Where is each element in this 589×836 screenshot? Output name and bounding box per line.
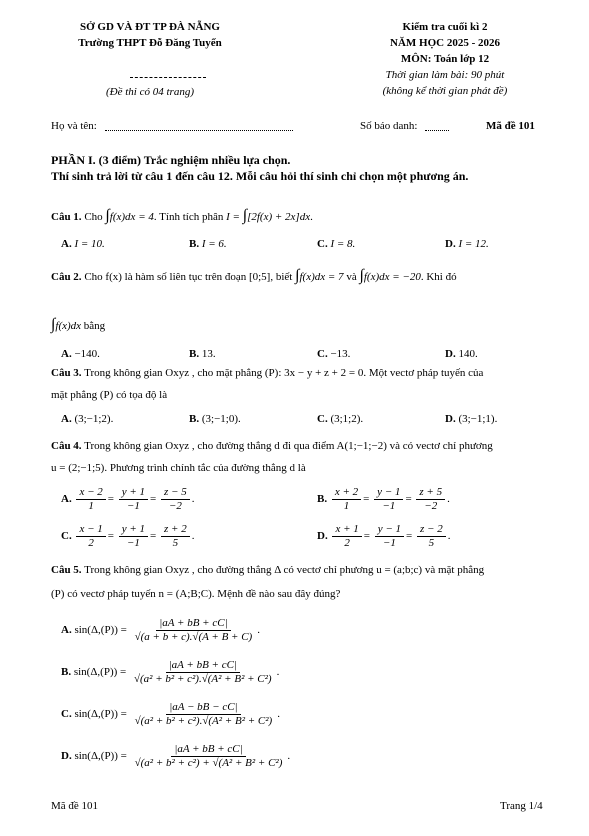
question-5-label: Câu 5. [51,564,82,576]
part-instructions: Thí sinh trả lời từ câu 1 đến câu 12. Mỗi câu hỏi thí sinh chỉ chọn một phương án. [51,169,469,183]
question-2-label: Câu 2. [51,271,82,283]
question-4 [51,440,493,452]
id-label: Số báo danh: [360,120,418,132]
q3-option-d[interactable]: D. (3;−1;1). [445,413,498,425]
q1-option-a[interactable]: A. I = 10. [61,238,105,250]
q4-option-d[interactable]: D. $\frac{x + 1}{2}$ = $\frac{y - 1}{-1}$ = $\frac{z - 2}{5}$ . [317,523,451,549]
integral-icon: ∫ [242,207,248,224]
q4-text: Trong không gian Oxyz , cho đường thẳng d đi qua điểm A(1;−1;−2) và có vectơ chỉ phương [84,440,493,452]
exam-name: Kiểm tra cuối kì 2 [402,21,488,33]
q2-given-2: f(x)dx = −20 [363,271,421,283]
integral-icon: ∫ [105,207,110,224]
q2-and: và [346,271,357,283]
pages-note: (Đề thi có 04 trang) [106,86,194,98]
time-limit: Thời gian làm bài: 90 phút [385,69,505,81]
question-5 [51,564,484,576]
q1-given: f(x)dx = 4 [109,211,154,223]
q5-option-c[interactable]: C. sin(Δ,(P)) = $\frac{|aA - bB - cC|}{\text{√(a² + b² + c²).√(A² + B² + C²)}}$ . [61,701,280,727]
q2-given-1: f(x)dx = 7 [299,271,344,283]
q1-text-2: . Tính tích phân [153,211,224,223]
q2-text: Cho f(x) là hàm số liên tục trên đoạn [0;5], biết [84,271,293,283]
dept-name: SỞ GD VÀ ĐT TP ĐÀ NẴNG [80,21,220,33]
q2-line-2 [51,316,105,334]
integral-icon: ∫ [295,267,300,284]
q2-option-b[interactable]: B. 13. [189,348,216,360]
school-name: Trường THPT Đỗ Đăng Tuyển [78,37,222,49]
q3-option-c[interactable]: C. (3;1;2). [317,413,364,425]
q5-text: Trong không gian Oxyz , cho đường thẳng Δ có vectơ chỉ phương u = (a;b;c) và mặt phẳng [84,564,485,576]
integral-icon: ∫ [359,267,364,284]
question-4-label: Câu 4. [51,440,82,452]
subject: MÔN: Toán lớp 12 [400,53,490,65]
question-1: Câu 1. Cho ∫f(x)dx = 4. Tính tích phân I = ∫[2f(x) + 2x]dx. [51,207,313,224]
part-title: PHẦN I. (3 điểm) Trắc nghiệm nhiều lựa chọn. [51,153,291,167]
q5-text-2: (P) có vectơ pháp tuyến n = (A;B;C). Mệnh đề nào sau đây đúng? [51,588,341,600]
q1-integrand: [2f(x) + 2x]dx [247,211,311,223]
q2-option-a[interactable]: A. −140. [61,348,100,360]
integral-icon: ∫ [51,316,56,333]
question-2 [51,267,457,285]
q3-text-2: mặt phẳng (P) có tọa độ là [51,389,168,401]
q1-option-d[interactable]: D. I = 12. [445,238,489,250]
q2-option-d[interactable]: D. 140. [445,348,478,360]
school-year: NĂM HỌC 2025 - 2026 [390,37,500,49]
q4-option-b[interactable]: B. $\frac{x + 2}{1}$ = $\frac{y - 1}{-1}$ = $\frac{z + 5}{-2}$ . [317,486,450,512]
q4-option-a[interactable]: A. $\frac{x - 2}{1}$ = $\frac{y + 1}{-1}$ = $\frac{z - 5}{-2}$ . [61,486,195,512]
id-field[interactable] [425,130,449,131]
q3-option-b[interactable]: B. (3;−1;0). [189,413,241,425]
exam-code: Mã đề 101 [486,120,535,132]
separator [130,77,206,78]
page-number: Trang 1/4 [500,800,543,812]
name-field[interactable] [105,130,293,131]
q1-text: Cho [84,211,103,223]
time-note: (không kể thời gian phát đề) [382,85,508,97]
q1-option-c[interactable]: C. I = 8. [317,238,356,250]
q5-option-b[interactable]: B. sin(Δ,(P)) = $\frac{|aA + bB + cC|}{\text{√(a² + b² + c²).√(A² + B² + C²)}}$ . [61,659,280,685]
q2-integral: f(x)dx [55,320,82,332]
q2-text-3: bằng [83,320,106,332]
q1-option-b[interactable]: B. I = 6. [189,238,227,250]
q3-option-a[interactable]: A. (3;−1;2). [61,413,114,425]
q5-option-a[interactable]: A. sin(Δ,(P)) = $\frac{|aA + bB + cC|}{√(a + b + c).√(A + B + C)}$ . [61,617,260,643]
question-3 [51,367,483,379]
q2-text-2: . Khi đó [420,271,457,283]
q4-option-c[interactable]: C. $\frac{x - 1}{2}$ = $\frac{y + 1}{-1}$ = $\frac{z + 2}{5}$ . [61,523,195,549]
q1-var: I = [226,211,240,223]
name-label: Họ và tên: [51,120,97,132]
q3-text: Trong không gian Oxyz , cho mặt phẳng (P): 3x − y + z + 2 = 0. Một vectơ pháp tuyến của [84,367,484,379]
question-1-label: Câu 1. [51,211,82,223]
q2-option-c[interactable]: C. −13. [317,348,351,360]
question-3-label: Câu 3. [51,367,82,379]
q4-text-2: u = (2;−1;5). Phương trình chính tắc của đường thẳng d là [51,462,306,474]
q5-option-d[interactable]: D. sin(Δ,(P)) = $\frac{|aA + bB + cC|}{\text{√(a² + b² + c²) + √(A² + B² + C²)}}$ . [61,743,291,769]
footer-code: Mã đề 101 [51,800,99,812]
